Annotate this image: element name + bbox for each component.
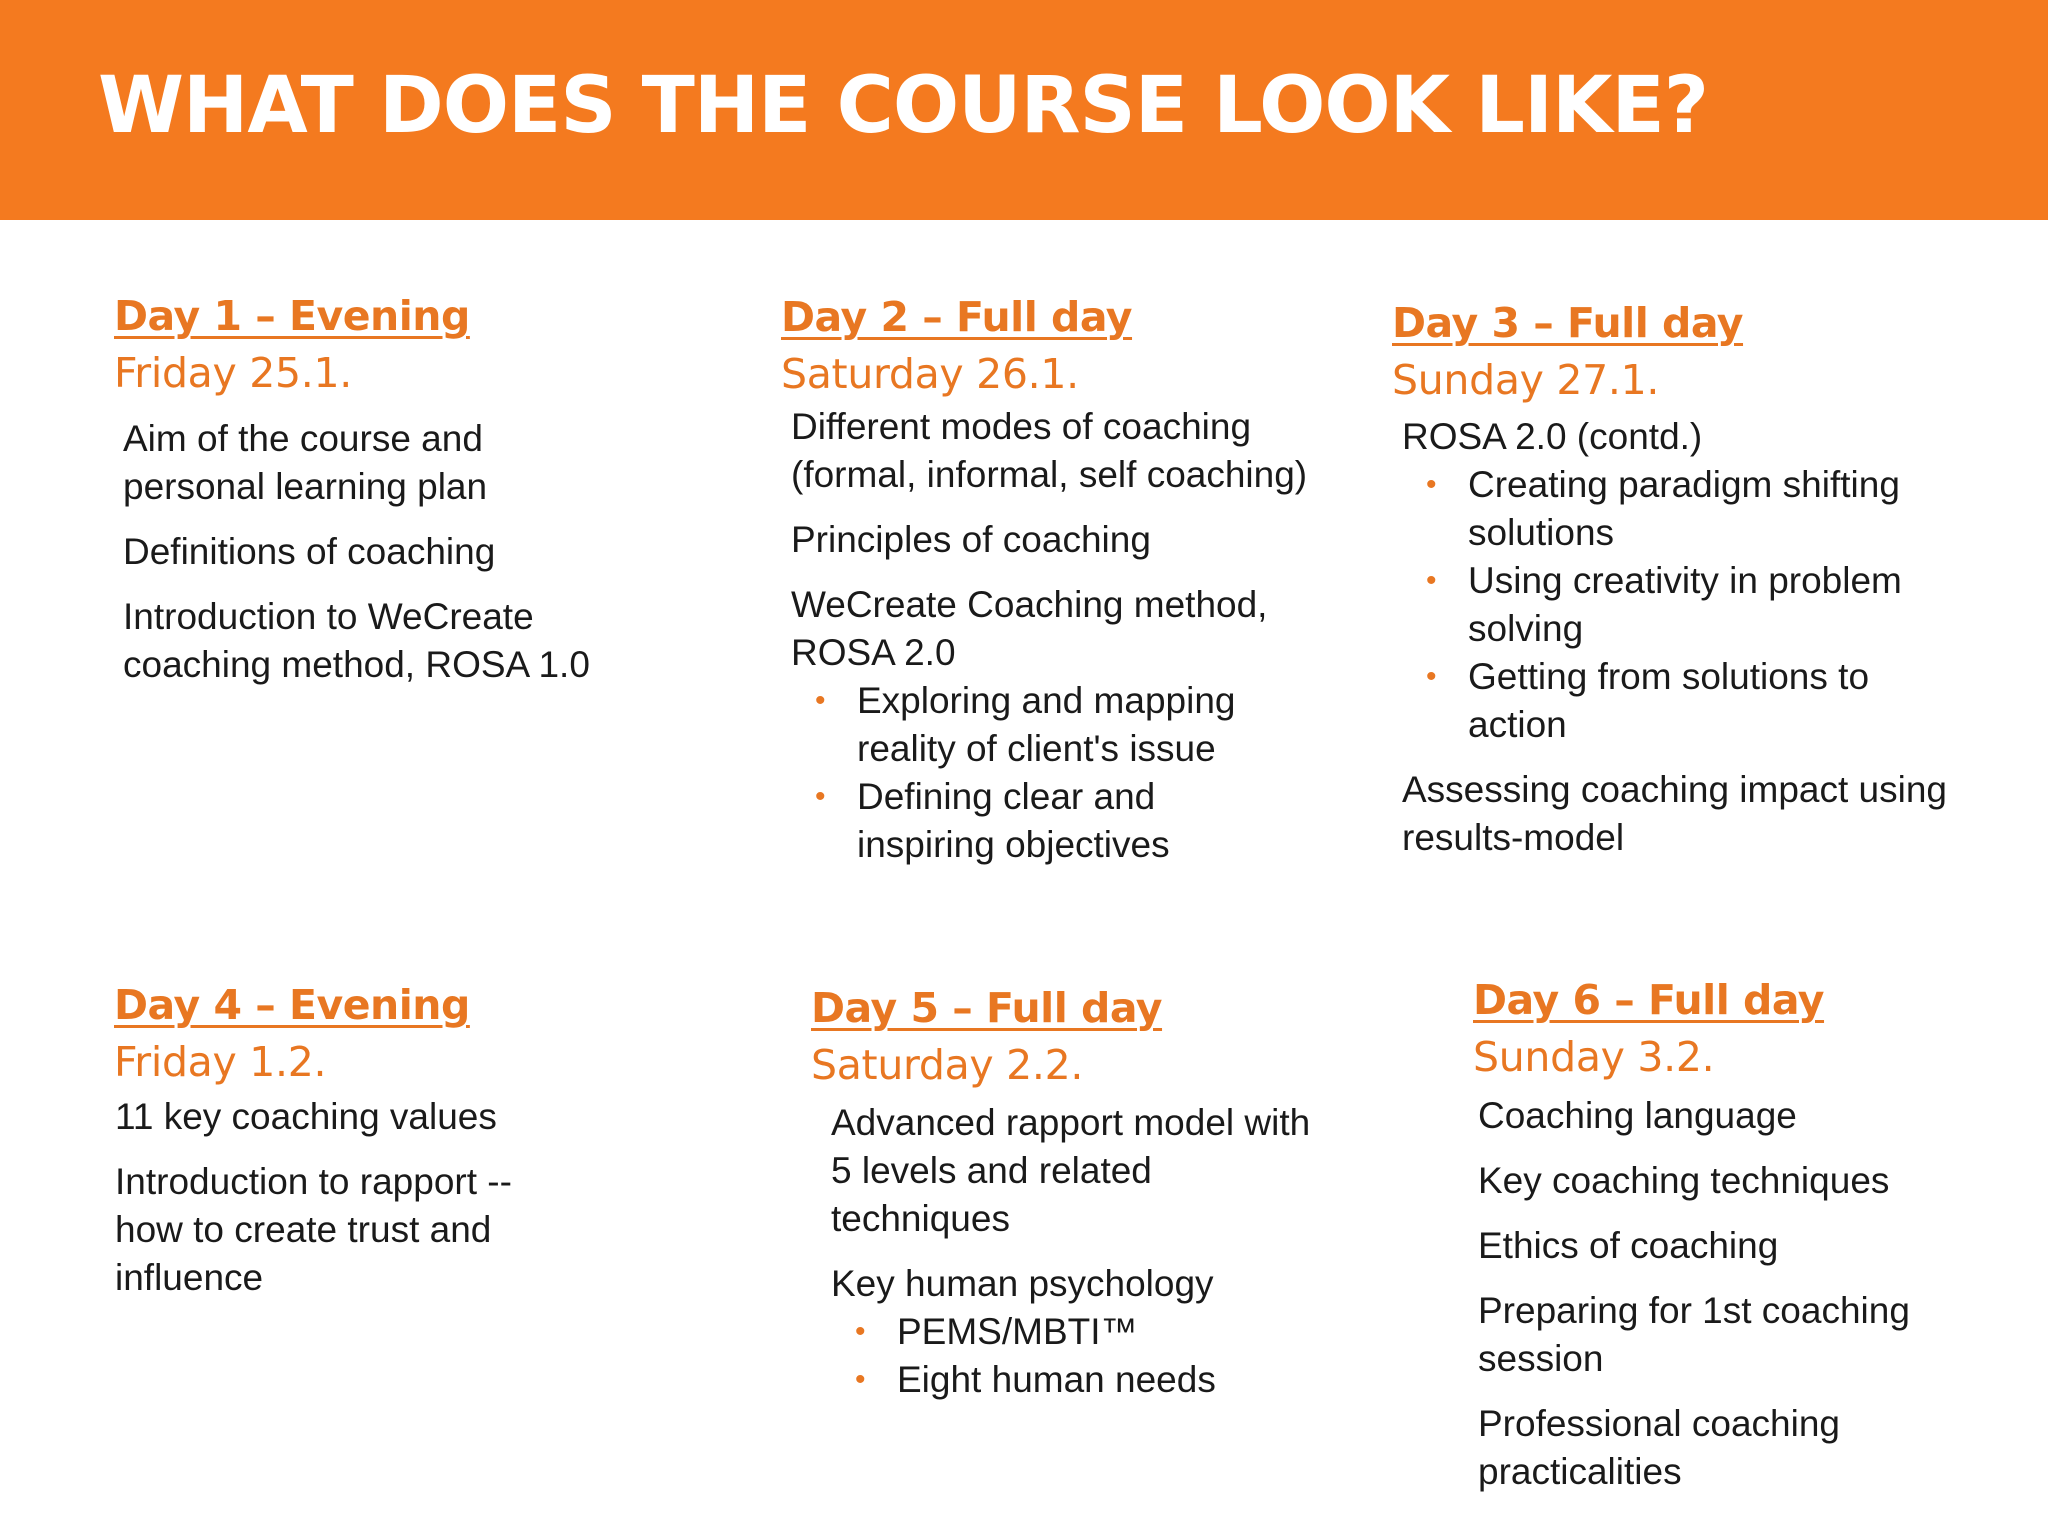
bullet-item — [791, 773, 1261, 869]
agenda-item: Introduction to WeCreate coaching method, ROSA 1.0 — [123, 596, 590, 685]
bullet-item — [791, 677, 1261, 773]
agenda-item: Different modes of coaching (formal, informal, self coaching) — [791, 406, 1308, 495]
agenda-item: Advanced rapport model with 5 levels and related techniques — [831, 1102, 1311, 1239]
bullet-text: Defining clear and inspiring objectives — [857, 776, 1170, 865]
day-content — [1478, 1092, 1978, 1496]
day-date: Friday 1.2. — [114, 1038, 327, 1086]
bullet-item — [831, 1308, 1311, 1356]
day-3-section — [1392, 295, 1962, 879]
day-date: Saturday 26.1. — [781, 350, 1079, 398]
day-title: Day 1 – Evening — [114, 292, 470, 340]
agenda-item: Aim of the course and personal learning plan — [123, 418, 488, 507]
agenda-item: Principles of coaching — [791, 519, 1151, 560]
agenda-item: Key coaching techniques — [1478, 1160, 1890, 1201]
sub-bullet-list — [1402, 461, 1922, 749]
bullet-icon: • — [855, 1315, 866, 1348]
agenda-item: WeCreate Coaching method, ROSA 2.0 — [791, 584, 1268, 673]
bullet-icon: • — [855, 1363, 866, 1396]
day-content — [831, 1099, 1311, 1404]
day-date: Friday 25.1. — [114, 349, 353, 397]
day-title: Day 6 – Full day — [1473, 976, 1825, 1024]
bullet-item — [1402, 653, 1922, 749]
bullet-text: Getting from solutions to action — [1468, 656, 1870, 745]
page-title: WHAT DOES THE COURSE LOOK LIKE? — [98, 61, 1708, 151]
bullet-item — [831, 1356, 1311, 1404]
day-date: Sunday 3.2. — [1473, 1033, 1715, 1081]
header-banner — [0, 0, 2048, 220]
day-4-section — [114, 977, 585, 1319]
agenda-item: Definitions of coaching — [123, 531, 496, 572]
bullet-icon: • — [1426, 660, 1437, 693]
agenda-item: 11 key coaching values — [115, 1096, 497, 1137]
sub-bullet-list — [791, 677, 1261, 869]
bullet-item — [1402, 557, 1922, 653]
agenda-item: Preparing for 1st coaching session — [1478, 1290, 1910, 1379]
bullet-text: Using creativity in problem solving — [1468, 560, 1902, 649]
bullet-text: Eight human needs — [897, 1359, 1216, 1400]
day-date: Sunday 27.1. — [1392, 356, 1660, 404]
bullet-text: Exploring and mapping reality of client's issue — [857, 680, 1236, 769]
bullet-icon: • — [815, 780, 826, 813]
bullet-icon: • — [1426, 468, 1437, 501]
agenda-item: Key human psychology — [831, 1263, 1214, 1304]
bullet-text: PEMS/MBTI™ — [897, 1311, 1138, 1352]
day-2-section — [781, 289, 1311, 886]
bullet-icon: • — [815, 684, 826, 717]
bullet-icon: • — [1426, 564, 1437, 597]
agenda-item: Professional coaching practicalities — [1478, 1403, 1840, 1492]
day-content — [1402, 413, 1962, 862]
day-1-section — [114, 288, 593, 706]
day-6-section — [1473, 972, 1978, 1513]
day-content — [123, 415, 593, 689]
day-content — [115, 1093, 585, 1302]
sub-bullet-list — [831, 1308, 1311, 1404]
agenda-item: Coaching language — [1478, 1095, 1797, 1136]
day-title: Day 2 – Full day — [781, 293, 1133, 341]
agenda-item: Introduction to rapport -- how to create trust and influence — [115, 1161, 512, 1298]
bullet-text: Creating paradigm shifting solutions — [1468, 464, 1900, 553]
day-title: Day 5 – Full day — [811, 984, 1163, 1032]
bullet-item — [1402, 461, 1922, 557]
day-content — [791, 403, 1311, 869]
day-title: Day 3 – Full day — [1392, 299, 1744, 347]
day-date: Saturday 2.2. — [811, 1041, 1084, 1089]
agenda-item: Ethics of coaching — [1478, 1225, 1779, 1266]
day-title: Day 4 – Evening — [114, 981, 470, 1029]
day-5-section — [811, 980, 1311, 1421]
agenda-item: ROSA 2.0 (contd.) — [1402, 416, 1703, 457]
agenda-item: Assessing coaching impact using results-model — [1402, 769, 1948, 858]
